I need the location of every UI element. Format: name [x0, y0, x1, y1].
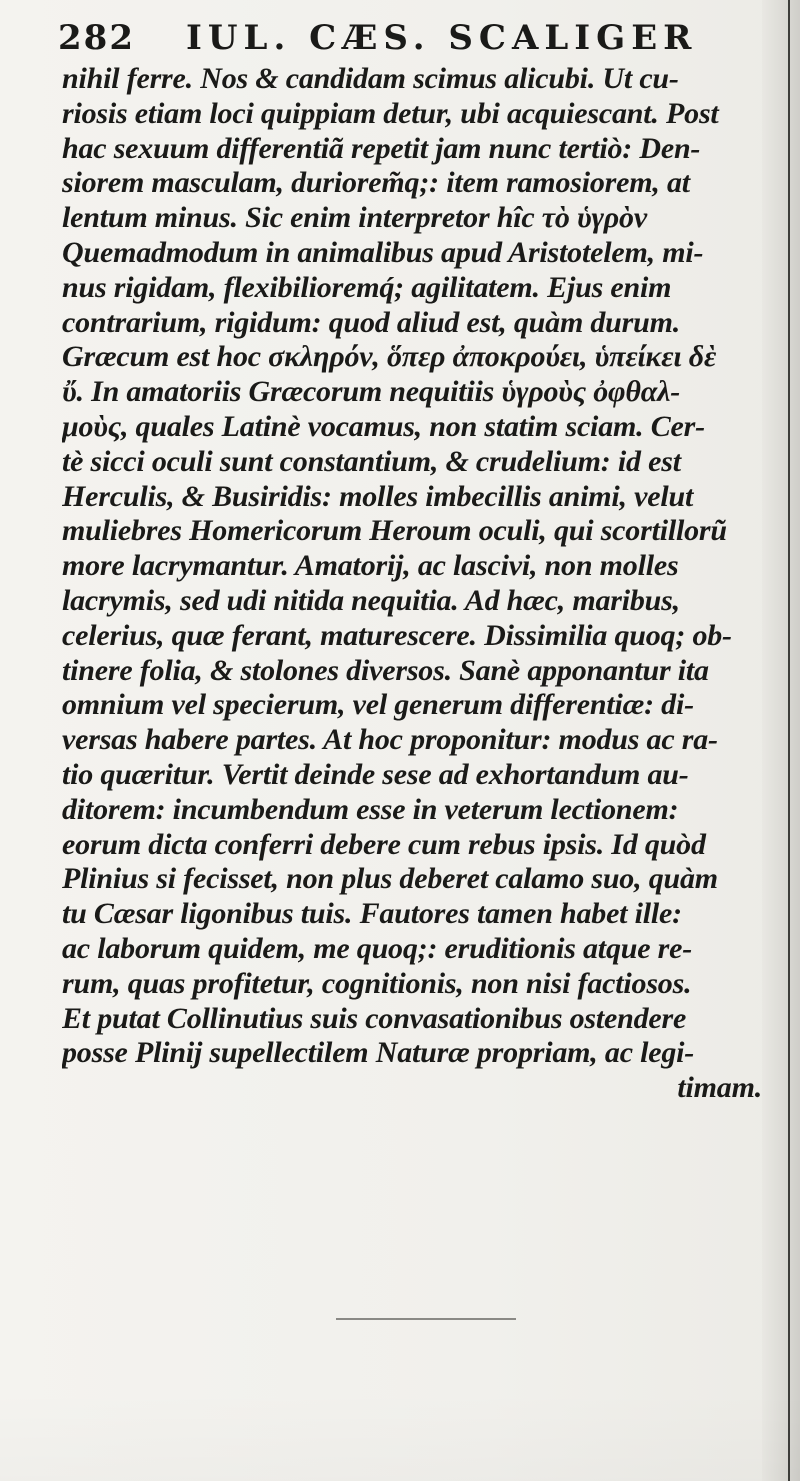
text-line: tinere folia, & stolones diversos. Sanè apponantur ita [62, 653, 709, 687]
text-line: muliebres Homericorum Heroum oculi, qui scortillorũ [62, 514, 727, 548]
text-line: ditorem: incumbendum esse in veterum lectionem: [62, 792, 679, 826]
text-line: celerius, quæ ferant, maturescere. Dissimilia quoq; ob- [62, 618, 732, 652]
text-line: omnium vel specierum, vel generum differentiæ: di- [62, 688, 694, 722]
text-line: tio quæritur. Vertit deinde sese ad exhortandum au- [62, 757, 689, 791]
text-line-final: timam. [677, 1071, 762, 1105]
text-line: Herculis, & Busiridis: molles imbecillis animi, velut [62, 479, 694, 513]
body-text [62, 62, 768, 1106]
text-line: contrarium, rigidum: quod aliud est, quàm durum. [62, 305, 681, 339]
text-line: riosis etiam loci quippiam detur, ubi acquiescant. Post [62, 96, 719, 130]
text-line: Et putat Collinutius suis convasationibus ostendere [62, 1001, 687, 1035]
text-line: rum, quas profitetur, cognitionis, non nisi factiosos. [62, 966, 692, 1000]
text-line: more lacrymantur. Amatorij, ac lascivi, non molles [62, 549, 679, 583]
text-line: hac sexuum differentiã repetit jam nunc tertiò: Den- [62, 131, 701, 165]
page-number: 282 [58, 18, 135, 58]
text-line: nus rigidam, flexibilioremq́; agilitatem. Ejus enim [62, 270, 672, 304]
running-head: IUL. CÆS. SCALIGER [186, 18, 698, 58]
text-line: tè sicci oculi sunt constantium, & crudelium: id est [62, 444, 681, 478]
page-bottom-margin [0, 1390, 800, 1481]
page-header [58, 18, 758, 64]
faint-rule [336, 1318, 516, 1322]
text-line: nihil ferre. Nos & candidam scimus alicubi. Ut cu- [62, 62, 679, 95]
text-line: ὔ. In amatoriis Græcorum nequitiis ὑγροὺς ὀφθαλ- [62, 375, 681, 409]
text-line: eorum dicta conferri debere cum rebus ipsis. Id quòd [62, 827, 706, 861]
text-line: lentum minus. Sic enim interpretor hîc τὸ ὑγρὸν [62, 201, 647, 235]
page-edge-rule [788, 0, 790, 1481]
text-line: tu Cæsar ligonibus tuis. Fautores tamen habet ille: [62, 897, 682, 931]
text-line: μοὺς, quales Latinè vocamus, non statim sciam. Cer- [62, 409, 705, 443]
text-line: ac laborum quidem, me quoq;: eruditionis atque re- [62, 931, 693, 965]
text-line: versas habere partes. At hoc proponitur: modus ac ra- [62, 723, 718, 757]
text-line: posse Plinij supellectilem Naturæ propriam, ac legi- [62, 1036, 695, 1070]
text-line: Græcum est hoc σκληρόν, ὅπερ ἀποκρούει, ὑπείκει δὲ [62, 340, 717, 374]
text-line: siorem masculam, duriorem̃q;: item ramosiorem, at [62, 166, 690, 200]
text-line: lacrymis, sed udi nitida nequitia. Ad hæc, maribus, [62, 583, 680, 617]
text-line: Plinius si fecisset, non plus deberet calamo suo, quàm [62, 862, 718, 896]
text-line: Quemadmodum in animalibus apud Aristotelem, mi- [62, 235, 704, 269]
